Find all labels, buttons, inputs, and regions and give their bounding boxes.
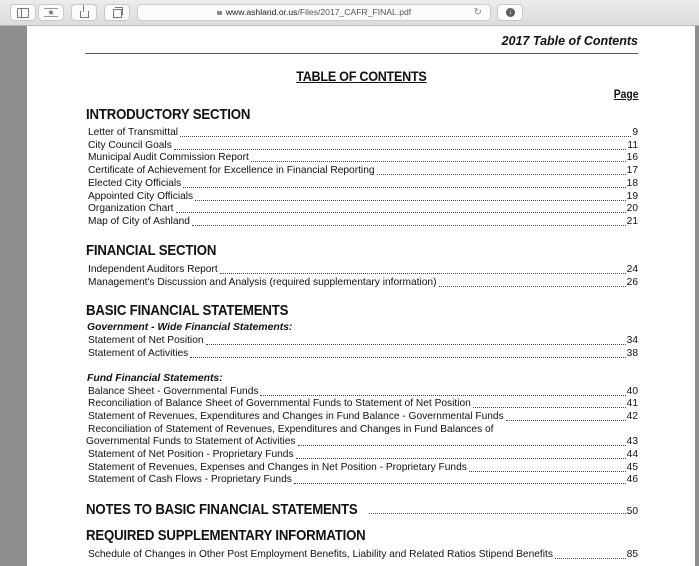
section-heading-notes: NOTES TO BASIC FINANCIAL STATEMENTS [86,501,358,518]
bookmark-star-icon: ★ [44,8,57,17]
entry-title: Statement of Net Position - Proprietary Funds [88,449,294,460]
download-icon: ↓ [506,8,515,17]
entry-title: Elected City Officials [88,177,182,189]
toc-entry[interactable] [88,203,638,216]
toc-entry[interactable] [88,549,638,562]
leader-dots [294,474,626,484]
running-header: 2017 Table of Contents [501,34,638,48]
leader-dots [298,436,626,446]
toc-entry[interactable] [88,348,638,361]
browser-toolbar [0,0,699,26]
leader-dots [174,140,627,150]
toc-entry[interactable] [88,216,638,229]
leader-dots [192,216,626,226]
downloads-button[interactable] [497,4,523,21]
entry-page: 45 [626,461,638,473]
leader-dots [377,165,626,175]
entry-title: Statement of Activities [88,347,189,359]
leader-dots [251,152,626,162]
toc-entry[interactable] [88,165,638,178]
leader-dots [506,411,626,421]
tabs-overview-button[interactable] [104,4,130,21]
leader-dots [176,203,626,213]
entry-title: City Council Goals [88,139,172,151]
toc-entry[interactable] [88,449,638,462]
entry-page: 9 [632,127,638,138]
toc-entry[interactable] [88,335,638,348]
url-path: /Files/2017_CAFR_FINAL.pdf [297,7,412,17]
entry-title: Statement of Cash Flows - Proprietary Funds [88,474,292,486]
entry-title: Appointed City Officials [88,190,194,202]
leader-dots [296,449,626,459]
entry-title: Reconciliation of Balance Sheet of Governmental Funds to Statement of Net Position [88,398,471,410]
leader-dots [195,191,626,201]
toc-entry[interactable] [88,386,638,399]
toc-entry[interactable] [88,178,638,191]
entry-page: 42 [626,410,638,422]
toc-entry[interactable] [88,127,638,140]
leader-dots [180,127,631,137]
sidebar-toggle-button[interactable] [10,4,36,21]
document-content [27,26,695,566]
section-heading-introductory: INTRODUCTORY SECTION [86,106,251,123]
entry-page: 40 [626,385,638,397]
entry-page: 19 [626,190,638,202]
toc-entry-notes[interactable] [86,498,638,518]
toc-entry[interactable] [88,411,638,424]
leader-dots [206,335,626,345]
toc-entry[interactable] [88,462,638,475]
entry-page: 20 [626,203,638,215]
page-column-label: Page [613,89,638,101]
entry-title: Certificate of Achievement for Excellence in Financial Reporting [88,165,375,177]
entry-page: 41 [626,398,638,410]
toc-entry[interactable] [88,398,638,411]
toc-entry[interactable] [88,152,638,165]
entry-page: 34 [626,335,638,346]
entry-title: Management's Discussion and Analysis (required supplementary information) [88,276,437,288]
leader-dots [220,264,626,274]
url-text[interactable] [138,7,490,17]
entry-page: 16 [626,152,638,164]
entry-page: 11 [627,139,638,151]
entry-title: Municipal Audit Commission Report [88,152,249,164]
address-bar[interactable] [137,4,491,21]
entry-title: Schedule of Changes in Other Post Employment Benefits, Liability and Related Ratios Stipend Benefits [88,548,553,560]
header-rule [85,53,638,54]
toc-entry[interactable] [86,436,638,449]
entry-title: Letter of Transmittal [88,127,179,138]
entry-title: Reconciliation of Statement of Revenues, Expenditures and Changes in Fund Balances of [88,423,494,435]
entry-page: 50 [626,506,638,517]
window-edge [695,26,699,566]
bookmarks-button[interactable] [38,4,64,21]
section-heading-basic: BASIC FINANCIAL STATEMENTS [86,302,289,319]
entry-page: 21 [626,215,638,227]
entry-page: 46 [626,474,638,486]
toc-entry[interactable] [88,191,638,204]
toc-entry-line1[interactable] [88,424,638,437]
entry-title: Statement of Net Position [88,335,204,346]
entry-title: Balance Sheet - Governmental Funds [88,385,259,397]
toc-entry[interactable] [88,474,638,487]
share-button[interactable] [71,4,97,21]
toc-title [27,68,695,84]
url-host: www.ashland.or.us [225,7,298,17]
leader-dots [369,512,626,514]
toc-entry[interactable] [88,277,638,290]
pdf-page [27,26,695,566]
entry-page: 85 [626,548,638,560]
leader-dots [183,178,625,188]
entry-page: 18 [626,177,638,189]
entry-page: 43 [626,436,638,448]
leader-dots [555,549,626,559]
entry-title: Statement of Revenues, Expenditures and Changes in Fund Balance - Governmental Funds [88,410,504,422]
entry-title-continued: Governmental Funds to Statement of Activities [86,436,296,448]
tabs-icon [113,9,122,18]
toc-title-text: TABLE OF CONTENTS [295,68,427,84]
entry-title: Map of City of Ashland [88,215,190,227]
toc-entry[interactable] [88,140,638,153]
subheading-government-wide: Government - Wide Financial Statements: [87,322,293,333]
entry-title: Independent Auditors Report [88,264,218,275]
entry-title: Organization Chart [88,203,174,215]
sidebar-icon [17,8,29,18]
lock-icon [217,11,222,15]
entry-page: 38 [626,347,638,359]
toc-entry[interactable] [88,264,638,277]
pdf-sidebar-strip [0,26,27,566]
reload-icon[interactable]: ↻ [473,7,482,18]
leader-dots [469,462,626,472]
leader-dots [473,398,626,408]
share-icon [80,11,89,18]
entry-title: Statement of Revenues, Expenses and Changes in Net Position - Proprietary Funds [88,461,467,473]
leader-dots [260,386,625,396]
entry-page: 24 [626,264,638,275]
leader-dots [439,277,626,287]
section-heading-financial: FINANCIAL SECTION [86,242,217,259]
entry-page: 26 [626,276,638,288]
entry-page: 44 [626,449,638,460]
entry-page: 17 [626,165,638,177]
section-heading-rsi: REQUIRED SUPPLEMENTARY INFORMATION [86,527,366,544]
leader-dots [190,348,625,358]
subheading-fund: Fund Financial Statements: [87,373,223,384]
